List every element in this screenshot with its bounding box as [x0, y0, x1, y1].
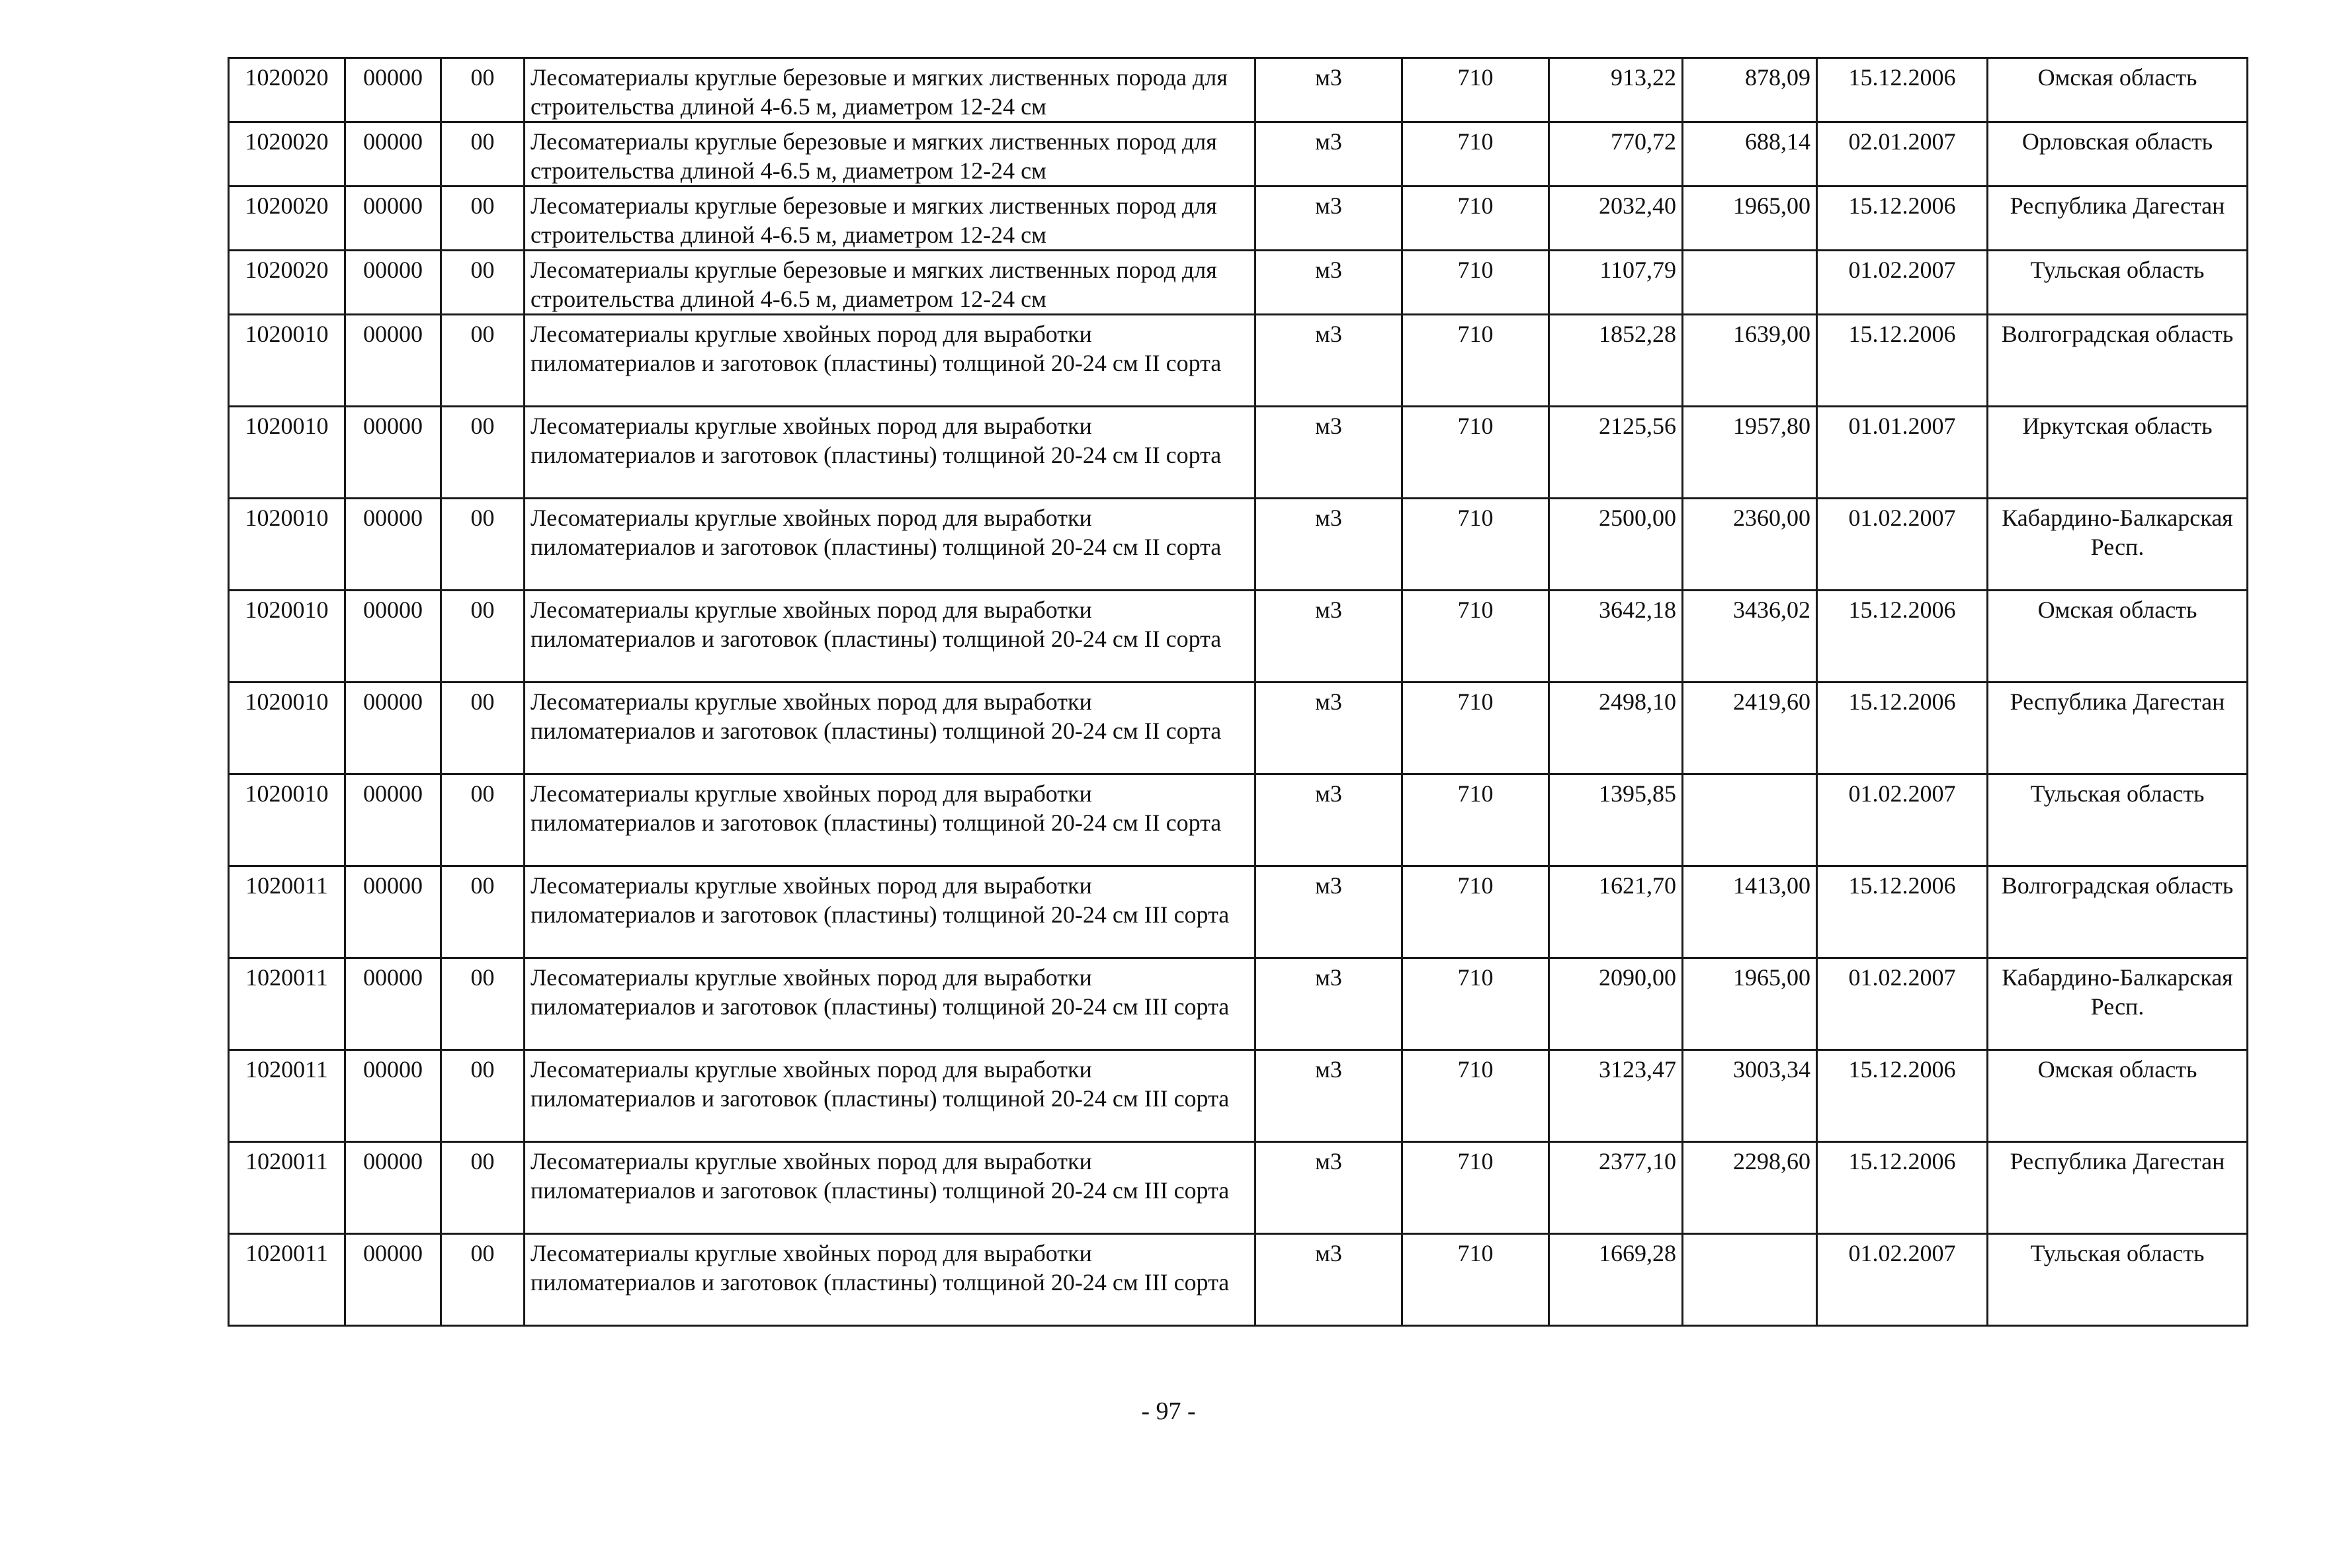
group-code-cell: 00	[441, 1050, 525, 1142]
group-code-cell: 00	[441, 591, 525, 682]
region-cell: Волгоградская область	[1988, 315, 2248, 407]
subcode-cell: 00000	[345, 774, 441, 866]
date-cell: 15.12.2006	[1817, 682, 1988, 774]
price-cell: 2125,56	[1549, 407, 1683, 499]
product-name-cell: Лесоматериалы круглые хвойных пород для выработки пиломатериалов и заготовок (пластины) толщиной 20-24 см III сорта	[525, 1142, 1255, 1234]
subcode-cell: 00000	[345, 251, 441, 315]
price-min-cell: 3436,02	[1683, 591, 1817, 682]
group-code-cell: 00	[441, 1142, 525, 1234]
price-cell: 1621,70	[1549, 866, 1683, 958]
price-cell: 2377,10	[1549, 1142, 1683, 1234]
price-min-cell: 3003,34	[1683, 1050, 1817, 1142]
subcode-cell: 00000	[345, 591, 441, 682]
product-code-cell: 1020011	[229, 1142, 345, 1234]
unit-code-cell: 710	[1402, 1234, 1549, 1326]
unit-code-cell: 710	[1402, 58, 1549, 122]
unit-code-cell: 710	[1402, 251, 1549, 315]
price-min-cell: 2298,60	[1683, 1142, 1817, 1234]
date-cell: 15.12.2006	[1817, 591, 1988, 682]
price-min-cell	[1683, 774, 1817, 866]
product-code-cell: 1020011	[229, 866, 345, 958]
region-cell: Республика Дагестан	[1988, 186, 2248, 251]
table-row	[229, 1142, 2248, 1234]
date-cell: 15.12.2006	[1817, 186, 1988, 251]
product-code-cell: 1020011	[229, 1050, 345, 1142]
group-code-cell: 00	[441, 186, 525, 251]
table-row	[229, 1050, 2248, 1142]
product-code-cell: 1020011	[229, 958, 345, 1050]
group-code-cell: 00	[441, 958, 525, 1050]
table-row	[229, 682, 2248, 774]
table-row	[229, 591, 2248, 682]
region-cell: Волгоградская область	[1988, 866, 2248, 958]
region-cell: Тульская область	[1988, 1234, 2248, 1326]
price-cell: 2032,40	[1549, 186, 1683, 251]
subcode-cell: 00000	[345, 122, 441, 186]
table-row	[229, 186, 2248, 251]
product-name-cell: Лесоматериалы круглые хвойных пород для выработки пиломатериалов и заготовок (пластины) толщиной 20-24 см II сорта	[525, 499, 1255, 591]
group-code-cell: 00	[441, 499, 525, 591]
region-cell: Омская область	[1988, 58, 2248, 122]
unit-code-cell: 710	[1402, 122, 1549, 186]
subcode-cell: 00000	[345, 499, 441, 591]
unit-cell: м3	[1255, 186, 1402, 251]
unit-code-cell: 710	[1402, 591, 1549, 682]
unit-cell: м3	[1255, 1050, 1402, 1142]
unit-code-cell: 710	[1402, 499, 1549, 591]
product-name-cell: Лесоматериалы круглые березовые и мягких лиственных пород для строительства длиной 4-6.5 м, диаметром 12-24 см	[525, 251, 1255, 315]
date-cell: 15.12.2006	[1817, 1142, 1988, 1234]
group-code-cell: 00	[441, 1234, 525, 1326]
unit-cell: м3	[1255, 682, 1402, 774]
date-cell: 01.02.2007	[1817, 499, 1988, 591]
table-row	[229, 499, 2248, 591]
unit-cell: м3	[1255, 1234, 1402, 1326]
price-cell: 1669,28	[1549, 1234, 1683, 1326]
product-name-cell: Лесоматериалы круглые хвойных пород для выработки пиломатериалов и заготовок (пластины) толщиной 20-24 см III сорта	[525, 1050, 1255, 1142]
price-cell: 2500,00	[1549, 499, 1683, 591]
price-min-cell: 878,09	[1683, 58, 1817, 122]
unit-cell: м3	[1255, 499, 1402, 591]
region-cell: Иркутская область	[1988, 407, 2248, 499]
subcode-cell: 00000	[345, 682, 441, 774]
product-code-cell: 1020010	[229, 499, 345, 591]
subcode-cell: 00000	[345, 315, 441, 407]
date-cell: 15.12.2006	[1817, 1050, 1988, 1142]
region-cell: Омская область	[1988, 591, 2248, 682]
table-row	[229, 407, 2248, 499]
region-cell: Кабардино-Балкарская Респ.	[1988, 958, 2248, 1050]
price-cell: 913,22	[1549, 58, 1683, 122]
unit-cell: м3	[1255, 407, 1402, 499]
price-cell: 1395,85	[1549, 774, 1683, 866]
price-cell: 770,72	[1549, 122, 1683, 186]
unit-cell: м3	[1255, 251, 1402, 315]
unit-code-cell: 710	[1402, 315, 1549, 407]
product-code-cell: 1020010	[229, 774, 345, 866]
subcode-cell: 00000	[345, 186, 441, 251]
date-cell: 01.01.2007	[1817, 407, 1988, 499]
date-cell: 02.01.2007	[1817, 122, 1988, 186]
page-number: - 97 -	[1141, 1397, 1196, 1425]
product-name-cell: Лесоматериалы круглые хвойных пород для выработки пиломатериалов и заготовок (пластины) толщиной 20-24 см III сорта	[525, 1234, 1255, 1326]
region-cell: Республика Дагестан	[1988, 1142, 2248, 1234]
table-row	[229, 958, 2248, 1050]
unit-code-cell: 710	[1402, 1142, 1549, 1234]
date-cell: 15.12.2006	[1817, 866, 1988, 958]
date-cell: 01.02.2007	[1817, 1234, 1988, 1326]
product-name-cell: Лесоматериалы круглые хвойных пород для выработки пиломатериалов и заготовок (пластины) толщиной 20-24 см II сорта	[525, 407, 1255, 499]
price-min-cell: 1965,00	[1683, 186, 1817, 251]
group-code-cell: 00	[441, 315, 525, 407]
product-code-cell: 1020011	[229, 1234, 345, 1326]
region-cell: Омская область	[1988, 1050, 2248, 1142]
product-code-cell: 1020010	[229, 407, 345, 499]
table-row	[229, 251, 2248, 315]
table-row	[229, 866, 2248, 958]
unit-code-cell: 710	[1402, 682, 1549, 774]
price-min-cell: 2419,60	[1683, 682, 1817, 774]
product-name-cell: Лесоматериалы круглые хвойных пород для выработки пиломатериалов и заготовок (пластины) толщиной 20-24 см II сорта	[525, 682, 1255, 774]
product-code-cell: 1020010	[229, 591, 345, 682]
unit-cell: м3	[1255, 774, 1402, 866]
group-code-cell: 00	[441, 866, 525, 958]
unit-cell: м3	[1255, 58, 1402, 122]
product-code-cell: 1020010	[229, 682, 345, 774]
price-min-cell: 1957,80	[1683, 407, 1817, 499]
table-row	[229, 58, 2248, 122]
price-min-cell: 1413,00	[1683, 866, 1817, 958]
table-row	[229, 315, 2248, 407]
product-name-cell: Лесоматериалы круглые хвойных пород для выработки пиломатериалов и заготовок (пластины) толщиной 20-24 см III сорта	[525, 958, 1255, 1050]
product-code-cell: 1020020	[229, 251, 345, 315]
price-cell: 3642,18	[1549, 591, 1683, 682]
table-row	[229, 1234, 2248, 1326]
price-cell: 1852,28	[1549, 315, 1683, 407]
unit-cell: м3	[1255, 122, 1402, 186]
product-name-cell: Лесоматериалы круглые хвойных пород для выработки пиломатериалов и заготовок (пластины) толщиной 20-24 см II сорта	[525, 315, 1255, 407]
price-min-cell: 688,14	[1683, 122, 1817, 186]
subcode-cell: 00000	[345, 1234, 441, 1326]
product-code-cell: 1020020	[229, 122, 345, 186]
table-row	[229, 774, 2248, 866]
subcode-cell: 00000	[345, 1050, 441, 1142]
product-name-cell: Лесоматериалы круглые березовые и мягких лиственных пород для строительства длиной 4-6.5 м, диаметром 12-24 см	[525, 186, 1255, 251]
price-min-cell	[1683, 251, 1817, 315]
unit-code-cell: 710	[1402, 774, 1549, 866]
product-name-cell: Лесоматериалы круглые хвойных пород для выработки пиломатериалов и заготовок (пластины) толщиной 20-24 см II сорта	[525, 591, 1255, 682]
unit-cell: м3	[1255, 1142, 1402, 1234]
unit-code-cell: 710	[1402, 407, 1549, 499]
date-cell: 01.02.2007	[1817, 958, 1988, 1050]
region-cell: Республика Дагестан	[1988, 682, 2248, 774]
price-cell: 2090,00	[1549, 958, 1683, 1050]
price-min-cell: 1639,00	[1683, 315, 1817, 407]
subcode-cell: 00000	[345, 958, 441, 1050]
subcode-cell: 00000	[345, 58, 441, 122]
product-code-cell: 1020020	[229, 58, 345, 122]
unit-cell: м3	[1255, 315, 1402, 407]
subcode-cell: 00000	[345, 407, 441, 499]
subcode-cell: 00000	[345, 1142, 441, 1234]
group-code-cell: 00	[441, 58, 525, 122]
price-cell: 3123,47	[1549, 1050, 1683, 1142]
unit-code-cell: 710	[1402, 866, 1549, 958]
product-code-cell: 1020010	[229, 315, 345, 407]
unit-code-cell: 710	[1402, 958, 1549, 1050]
product-name-cell: Лесоматериалы круглые хвойных пород для выработки пиломатериалов и заготовок (пластины) толщиной 20-24 см III сорта	[525, 866, 1255, 958]
product-name-cell: Лесоматериалы круглые березовые и мягких лиственных пород для строительства длиной 4-6.5 м, диаметром 12-24 см	[525, 122, 1255, 186]
price-cell: 1107,79	[1549, 251, 1683, 315]
product-code-cell: 1020020	[229, 186, 345, 251]
date-cell: 15.12.2006	[1817, 315, 1988, 407]
region-cell: Тульская область	[1988, 774, 2248, 866]
table-row	[229, 122, 2248, 186]
subcode-cell: 00000	[345, 866, 441, 958]
date-cell: 15.12.2006	[1817, 58, 1988, 122]
unit-cell: м3	[1255, 866, 1402, 958]
unit-cell: м3	[1255, 591, 1402, 682]
date-cell: 01.02.2007	[1817, 774, 1988, 866]
group-code-cell: 00	[441, 407, 525, 499]
date-cell: 01.02.2007	[1817, 251, 1988, 315]
region-cell: Орловская область	[1988, 122, 2248, 186]
unit-code-cell: 710	[1402, 186, 1549, 251]
price-cell: 2498,10	[1549, 682, 1683, 774]
price-min-cell: 1965,00	[1683, 958, 1817, 1050]
price-min-cell	[1683, 1234, 1817, 1326]
unit-cell: м3	[1255, 958, 1402, 1050]
price-registry-table	[228, 57, 2248, 1327]
unit-code-cell: 710	[1402, 1050, 1549, 1142]
price-min-cell: 2360,00	[1683, 499, 1817, 591]
group-code-cell: 00	[441, 774, 525, 866]
group-code-cell: 00	[441, 122, 525, 186]
group-code-cell: 00	[441, 682, 525, 774]
product-name-cell: Лесоматериалы круглые хвойных пород для выработки пиломатериалов и заготовок (пластины) толщиной 20-24 см II сорта	[525, 774, 1255, 866]
region-cell: Тульская область	[1988, 251, 2248, 315]
product-name-cell: Лесоматериалы круглые березовые и мягких лиственных порода для строительства длиной 4-6.5 м, диаметром 12-24 см	[525, 58, 1255, 122]
group-code-cell: 00	[441, 251, 525, 315]
region-cell: Кабардино-Балкарская Респ.	[1988, 499, 2248, 591]
